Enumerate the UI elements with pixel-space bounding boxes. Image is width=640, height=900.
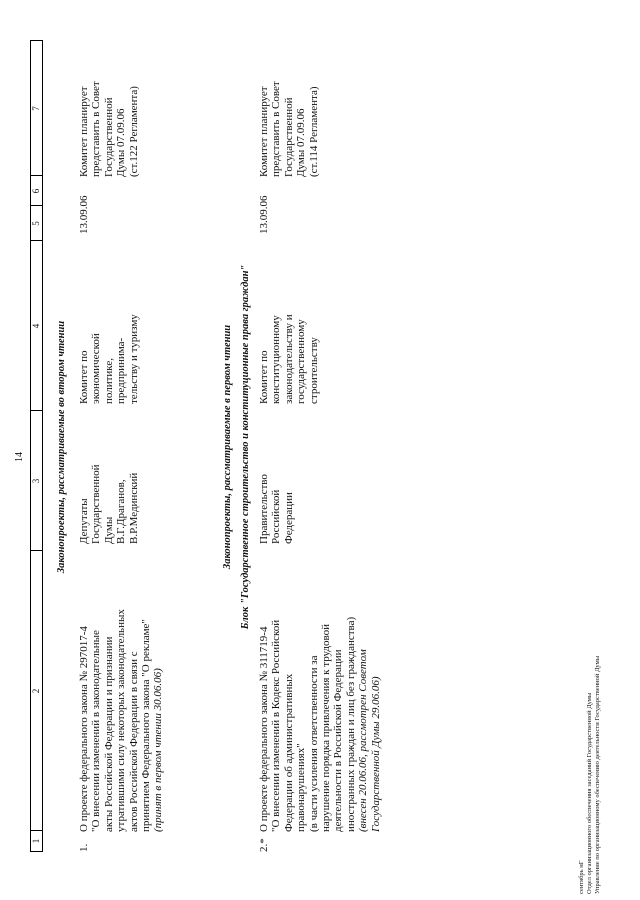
bill-status-note: (внесен 20.06.06, рассмотрен Советом xyxy=(357,649,370,832)
table-row xyxy=(258,42,438,852)
table-row xyxy=(78,42,218,852)
committee-plan: Комитет планирует представить в Совет Государственной Думы 07.09.06 (ст.122 Регламента) xyxy=(78,81,140,177)
page-number: 14 xyxy=(14,452,25,462)
bill-title: О проекте федерального закона № 311719-4 "О внесении изменений в Кодекс Российской Федерации об административных правонарушениях" (в части усиления ответственности за нарушение порядка привлечения к трудовой деятельности в Российской Федерации иностранных граждан и лиц без гражданства) (внесен 20.06.06, рассмотрен Советом Государственной Думы 29.06.06) xyxy=(258,547,382,832)
column-number-1: 1 xyxy=(31,838,41,844)
column-number-5: 5 xyxy=(31,221,41,226)
bill-title: О проекте федерального закона № 297017-4 "О внесении изменений в законодательные акты Российской Федерации и признании утратившими силу некоторых законодательных актов Российской Федерации в связи с принятием Федерального закона "О рекламе" (принят в первом чтении 30.06.06) xyxy=(78,550,165,832)
column-number-3: 3 xyxy=(31,478,41,484)
column-number-6: 6 xyxy=(31,188,41,194)
column-header-row xyxy=(30,40,43,852)
block-title: Блок "Государственное строительство и конституционные права граждан" xyxy=(240,264,251,630)
section-title-second-reading: Законопроекты, рассматриваемые во втором чтении xyxy=(56,320,67,574)
responsible-committee: Комитет по конституционному законодательству и государственному строительству xyxy=(258,314,320,404)
committee-plan: Комитет планирует представить в Совет Государственной Думы 07.09.06 (ст.114 Регламента) xyxy=(258,81,320,177)
bill-author: Депутаты Государственной Думы В.Г.Драганов, В.Р.Мединский xyxy=(78,464,140,544)
responsible-committee: Комитет по экономической политике, предпринима- тельству и туризму xyxy=(78,314,140,404)
section-title-first-reading: Законопроекты, рассматриваемые в первом чтении xyxy=(222,324,233,570)
column-number-7: 7 xyxy=(31,106,41,111)
bill-author: Правительство Российской Федерации xyxy=(258,474,295,544)
column-number-4: 4 xyxy=(31,323,41,329)
row-number: 1. xyxy=(78,843,90,852)
column-number-2: 2 xyxy=(31,688,41,694)
row-number: 2.* xyxy=(258,838,270,852)
bill-status-note: (принят в первом чтении 30.06.06) xyxy=(152,668,165,832)
review-date: 13.09.06 xyxy=(258,195,270,234)
document-footer: сентябрь нГ Отдел организационного обеспечения заседаний Государственной Думы Управление по организационному обеспечению деятельности Государственной Думы xyxy=(578,655,601,894)
review-date: 13.09.06 xyxy=(78,195,90,234)
